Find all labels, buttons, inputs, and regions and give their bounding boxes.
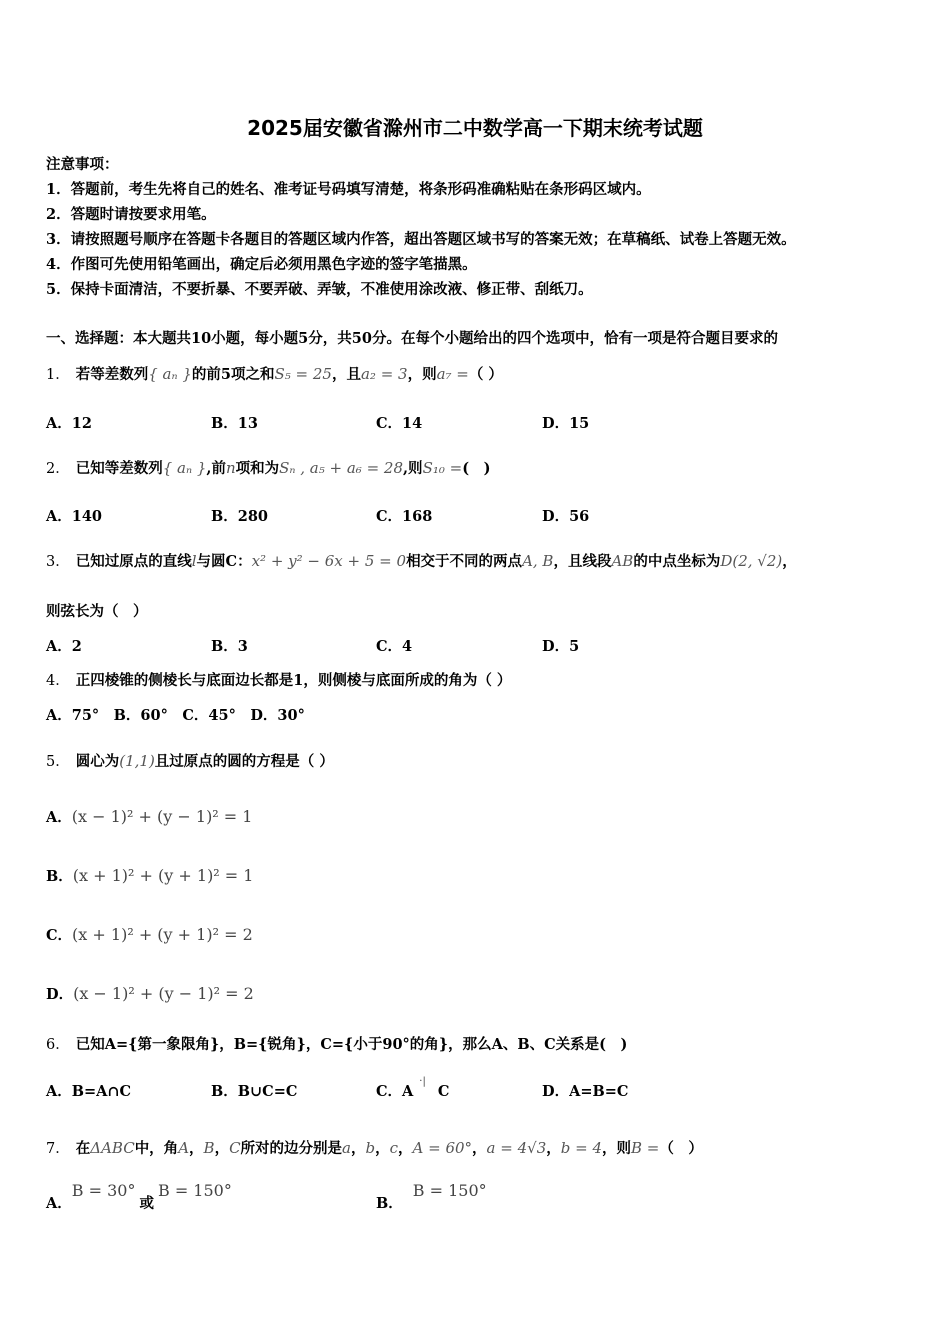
q-text: ， [214,1140,230,1157]
q6-option-b[interactable]: B．B∪C=C [211,1083,298,1100]
math: n [225,459,236,477]
q5-option-b[interactable] [46,865,253,886]
option-math: (x + 1)² + (y + 1)² = 1 [72,866,254,885]
math: S₅ = 25 [274,365,332,383]
q-text: ，且 [331,366,361,383]
option-math: B = 150° [157,1181,232,1200]
q-text: （ ） [468,366,503,383]
option-math: (x + 1)² + (y + 1)² = 2 [72,925,253,944]
option-text: 或 [139,1195,154,1212]
question-3 [46,550,797,571]
question-number: 3． [46,554,70,570]
q2-option-c[interactable]: C．168 [376,508,433,525]
section-heading: 一、选择题：本大题共10小题，每小题5分，共50分。在每个小题给出的四个选项中，恰有一项是符合题目要求的 [46,330,778,347]
q7-option-a[interactable] [46,1181,232,1213]
question-7 [46,1137,703,1158]
question-number: 6． [46,1037,70,1053]
option-label: C． [46,927,73,944]
q-text: 与圆C： [196,553,252,570]
q3-option-b[interactable]: B．3 [211,638,248,655]
q6-option-d[interactable]: D．A=B=C [542,1083,629,1100]
math: AB [611,552,634,570]
q-text: 的中点坐标为 [633,553,721,570]
math: B [203,1139,215,1157]
math: ΔABC [90,1139,135,1157]
q5-option-c[interactable] [46,924,253,945]
q-text: 所对的边分别是 [240,1140,343,1157]
math: a₇ = [436,365,469,383]
question-3-line2: 则弦长为（ ） [46,603,148,620]
notice-heading: 注意事项： [46,156,119,173]
q1-option-a[interactable]: A．12 [46,415,92,432]
q4-options[interactable]: A．75° B．60° C．45° D．30° [46,707,305,724]
math: a₂ = 3 [360,365,408,383]
q1-option-c[interactable]: C．14 [376,415,423,432]
question-1 [46,363,503,384]
math: { aₙ } [162,459,207,477]
q-text: ,则 [403,460,423,477]
option-math: (x − 1)² + (y − 1)² = 2 [73,984,254,1003]
question-number: 2． [46,461,70,477]
math: B = [631,1139,660,1157]
option-text: C．A [376,1083,414,1100]
q-text: 若等差数列 [75,366,149,383]
option-math: B = 30° [71,1181,136,1200]
q-text: 已知A={第一象限角}，B={锐角}，C={小于90°的角}，那么A、B、C关系是( ) [75,1036,628,1053]
q2-option-d[interactable]: D．56 [542,508,590,525]
q-text: 正四棱锥的侧棱长与底面边长都是1，则侧棱与底面所成的角为（ ） [75,672,512,689]
option-math: (x − 1)² + (y − 1)² = 1 [71,807,253,826]
option-label: B． [46,868,73,885]
q-text: 项和为 [235,460,280,477]
q1-option-d[interactable]: D．15 [542,415,590,432]
q-text: ， [189,1140,204,1157]
q-text: ，则 [602,1140,631,1157]
option-label: A． [46,809,72,826]
q-text: ， [351,1140,366,1157]
q-text: ， [375,1140,390,1157]
q-text: ， [398,1140,413,1157]
notice-item-5: 5．保持卡面清洁，不要折暴、不要弄破、弄皱，不准使用涂改液、修正带、刮纸刀。 [46,281,593,298]
q6-option-a[interactable]: A．B=A∩C [46,1083,132,1100]
math: b = 4 [560,1139,602,1157]
math: b [365,1139,376,1157]
option-text: C [437,1083,450,1100]
question-6 [46,1033,627,1054]
math: a = 4√3 [486,1139,547,1157]
q-text: ， [546,1140,561,1157]
question-5 [46,750,334,771]
q1-option-b[interactable]: B．13 [211,415,258,432]
q-text: ( ) [462,460,491,477]
q-text: 的前5项之和 [191,366,275,383]
question-4 [46,669,511,690]
q5-option-d[interactable] [46,983,254,1004]
math: { aₙ } [148,365,192,383]
q2-option-a[interactable]: A．140 [46,508,103,525]
math: S₁₀ = [422,459,463,477]
q3-option-c[interactable]: C．4 [376,638,413,655]
option-math: B = 150° [412,1181,487,1200]
q7-option-b[interactable] [376,1181,487,1213]
question-number: 5． [46,754,70,770]
option-label: B． [376,1195,403,1212]
math: A = 60° [412,1139,473,1157]
math: C [229,1139,241,1157]
math: Sₙ , a₅ + a₆ = 28 [279,459,403,477]
q-text: 相交于不同的两点 [406,553,523,570]
q-text: ,前 [206,460,226,477]
option-label: D． [46,986,74,1003]
q-text: ，且线段 [553,553,612,570]
page-title: 2025届安徽省滁州市二中数学高一下期末统考试题 [247,116,703,140]
q-text: 且过原点的圆的方程是（ ） [154,753,334,770]
math: (1,1) [119,752,155,770]
math: l [191,552,197,570]
question-number: 7． [46,1141,70,1157]
q6-option-c[interactable] [376,1076,450,1101]
q5-option-a[interactable] [46,806,252,827]
q-text: 中，角 [134,1140,179,1157]
subset-symbol-icon: ·| [419,1076,426,1087]
math: x² + y² − 6x + 5 = 0 [251,552,407,570]
math: A, B [522,552,554,570]
math: a [342,1139,351,1157]
notice-item-4: 4．作图可先使用铅笔画出，确定后必须用黑色字迹的签字笔描黑。 [46,256,477,273]
q-text: ，则 [407,366,437,383]
q-text: 圆心为 [75,753,120,770]
q3-option-d[interactable]: D．5 [542,638,580,655]
question-number: 1． [46,367,70,383]
math: D(2, √2) [720,552,783,570]
q2-option-b[interactable]: B．280 [211,508,269,525]
notice-item-3: 3．请按照题号顺序在答题卡各题目的答题区域内作答，超出答题区域书写的答案无效；在草稿纸、试卷上答题无效。 [46,231,796,248]
q-text: ， [782,553,797,570]
math: A [178,1139,190,1157]
question-number: 4． [46,673,70,689]
q-text: 已知等差数列 [75,460,163,477]
q-text: ， [472,1140,487,1157]
math: c [389,1139,399,1157]
option-label: A． [46,1195,72,1212]
q-text: 已知过原点的直线 [75,553,192,570]
question-2 [46,457,490,478]
q-text: （ ） [659,1140,703,1157]
notice-item-2: 2．答题时请按要求用笔。 [46,206,216,223]
q3-option-a[interactable]: A．2 [46,638,82,655]
q-text: 在 [75,1140,91,1157]
notice-item-1: 1．答题前，考生先将自己的姓名、准考证号码填写清楚，将条形码准确粘贴在条形码区域内。 [46,181,651,198]
